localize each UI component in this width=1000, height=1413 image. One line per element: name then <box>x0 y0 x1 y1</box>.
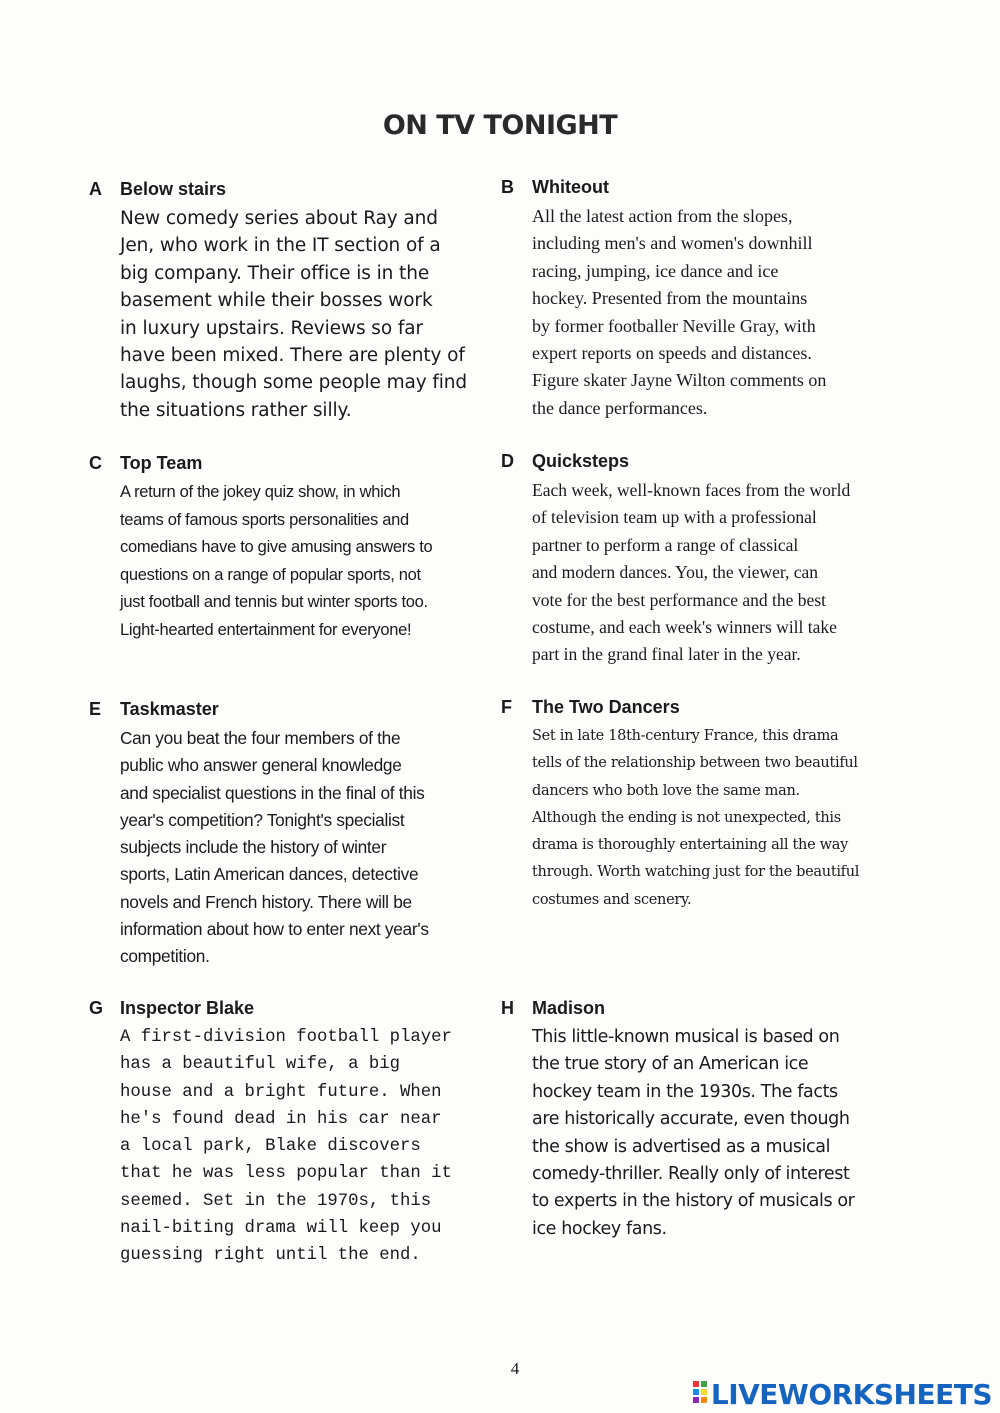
description-line: big company. Their office is in the <box>120 262 430 284</box>
description-line: to experts in the history of musicals or <box>532 1191 855 1212</box>
description-line: tells of the relationship between two beautiful <box>532 755 858 772</box>
description-line: guessing right until the end. <box>120 1246 421 1266</box>
description-line: racing, jumping, ice dance and ice <box>532 260 779 281</box>
programme-title: Inspector Blake <box>120 998 255 1018</box>
description-line: laughs, though some people may find <box>120 372 468 394</box>
listing-heading <box>89 699 489 725</box>
programme-description <box>120 479 489 645</box>
description-line: the true story of an American ice <box>532 1054 809 1075</box>
programme-title: Madison <box>532 998 606 1018</box>
description-line: Figure skater Jayne Wilton comments on <box>532 370 827 391</box>
description-line: subjects include the history of winter <box>120 837 387 858</box>
description-line: of television team up with a professional <box>532 507 817 528</box>
description-line: costume, and each week's winners will take <box>532 617 837 638</box>
programme-title: Below stairs <box>120 179 227 199</box>
description-line: basement while their bosses work <box>120 290 433 312</box>
description-line: hockey. Presented from the mountains <box>532 288 808 309</box>
description-line: competition. <box>120 946 210 967</box>
description-line: seemed. Set in the 1970s, this <box>120 1191 432 1211</box>
description-line: public who answer general knowledge <box>120 755 402 776</box>
programme-description <box>532 1024 921 1243</box>
description-line: the situations rather silly. <box>120 399 352 421</box>
programme-title: Whiteout <box>532 177 609 197</box>
description-line: Set in late 18th-century France, this drama <box>532 728 839 744</box>
description-line: comedy-thriller. Really only of interest <box>532 1164 850 1185</box>
description-line: a local park, Blake discovers <box>120 1137 421 1157</box>
liveworksheets-watermark <box>692 1377 992 1411</box>
description-line: All the latest action from the slopes, <box>532 206 793 226</box>
description-line: Each week, well-known faces from the world <box>532 480 851 500</box>
description-line: have been mixed. There are plenty of <box>120 345 465 367</box>
description-line: the show is advertised as a musical <box>532 1136 831 1157</box>
description-line: hockey team in the 1930s. The facts <box>532 1081 838 1102</box>
description-line: Light-hearted entertainment for everyone! <box>120 620 412 639</box>
listing-c <box>89 453 489 645</box>
listing-heading <box>501 998 921 1024</box>
listing-letter: D <box>501 451 514 471</box>
description-line: New comedy series about Ray and <box>120 208 438 229</box>
programme-description <box>532 723 901 914</box>
description-line: sports, Latin American dances, detective <box>120 864 419 885</box>
description-line: novels and French history. There will be <box>120 891 412 912</box>
listing-heading <box>501 177 891 203</box>
description-line: he's found dead in his car near <box>120 1109 442 1129</box>
description-line: This little-known musical is based on <box>532 1027 840 1047</box>
description-line: part in the grand final later in the year. <box>532 644 801 665</box>
programme-description <box>120 1024 509 1270</box>
programme-description <box>120 725 489 971</box>
listing-heading <box>501 451 901 477</box>
listing-b <box>501 177 891 422</box>
description-line: Jen, who work in the IT section of a <box>120 235 441 257</box>
description-line: dancers who both love the same man. <box>532 782 800 799</box>
description-line: and specialist questions in the final of this <box>120 782 425 803</box>
listing-e <box>89 699 489 971</box>
description-line: and modern dances. You, the viewer, can <box>532 562 819 583</box>
listing-f <box>501 697 901 914</box>
listing-letter: F <box>501 697 512 717</box>
description-line: costumes and scenery. <box>532 891 692 908</box>
listing-letter: E <box>89 699 102 719</box>
description-line: information about how to enter next year's <box>120 919 429 940</box>
listing-letter: C <box>89 453 102 473</box>
listing-d <box>501 451 901 669</box>
description-line: that he was less popular than it <box>120 1164 452 1184</box>
description-line: vote for the best performance and the best <box>532 589 826 610</box>
listing-letter: H <box>501 998 514 1018</box>
description-line: including men's and women's downhill <box>532 233 813 254</box>
programme-description <box>532 477 901 669</box>
description-line: Although the ending is not unexpected, this <box>532 809 841 826</box>
description-line: through. Worth watching just for the beautiful <box>532 864 860 881</box>
description-line: partner to perform a range of classical <box>532 534 799 555</box>
listing-h <box>501 998 921 1243</box>
description-line: A return of the jokey quiz show, in which <box>120 483 401 501</box>
listing-letter: A <box>89 179 102 199</box>
description-line: A first-division football player <box>120 1028 452 1047</box>
listing-g <box>89 998 509 1270</box>
listing-letter: B <box>501 177 514 197</box>
description-line: year's competition? Tonight's specialist <box>120 809 405 830</box>
watermark-text: LIVEWORKSHEETS <box>710 1377 992 1411</box>
liveworksheets-logo-icon <box>692 1380 708 1408</box>
programme-title: Taskmaster <box>120 699 219 719</box>
programme-title: Quicksteps <box>532 451 630 471</box>
description-line: comedians have to give amusing answers to <box>120 538 433 557</box>
page-title: ON TV TONIGHT <box>382 110 618 141</box>
description-line: Can you beat the four members of the <box>120 728 401 748</box>
programme-description <box>532 203 891 422</box>
description-line: ice hockey fans. <box>532 1218 667 1239</box>
description-line: drama is thoroughly entertaining all the way <box>532 837 849 854</box>
listing-a <box>89 179 489 424</box>
listing-heading <box>89 453 489 479</box>
programme-title: The Two Dancers <box>532 697 680 717</box>
description-line: by former footballer Neville Gray, with <box>532 315 816 336</box>
programme-description <box>120 205 489 424</box>
description-line: has a beautiful wife, a big <box>120 1055 401 1075</box>
page-number: 4 <box>510 1359 520 1378</box>
listing-heading <box>89 179 489 205</box>
listing-letter: G <box>89 998 104 1018</box>
description-line: teams of famous sports personalities and <box>120 510 409 529</box>
description-line: just football and tennis but winter sports too. <box>120 593 428 612</box>
description-line: house and a bright future. When <box>120 1082 442 1102</box>
description-line: in luxury upstairs. Reviews so far <box>120 317 423 339</box>
listing-heading <box>501 697 901 723</box>
description-line: questions on a range of popular sports, not <box>120 565 421 584</box>
programme-title: Top Team <box>120 453 203 473</box>
description-line: the dance performances. <box>532 397 708 418</box>
description-line: are historically accurate, even though <box>532 1109 850 1130</box>
description-line: expert reports on speeds and distances. <box>532 343 812 364</box>
listing-heading <box>89 998 509 1024</box>
description-line: nail-biting drama will keep you <box>120 1219 442 1239</box>
